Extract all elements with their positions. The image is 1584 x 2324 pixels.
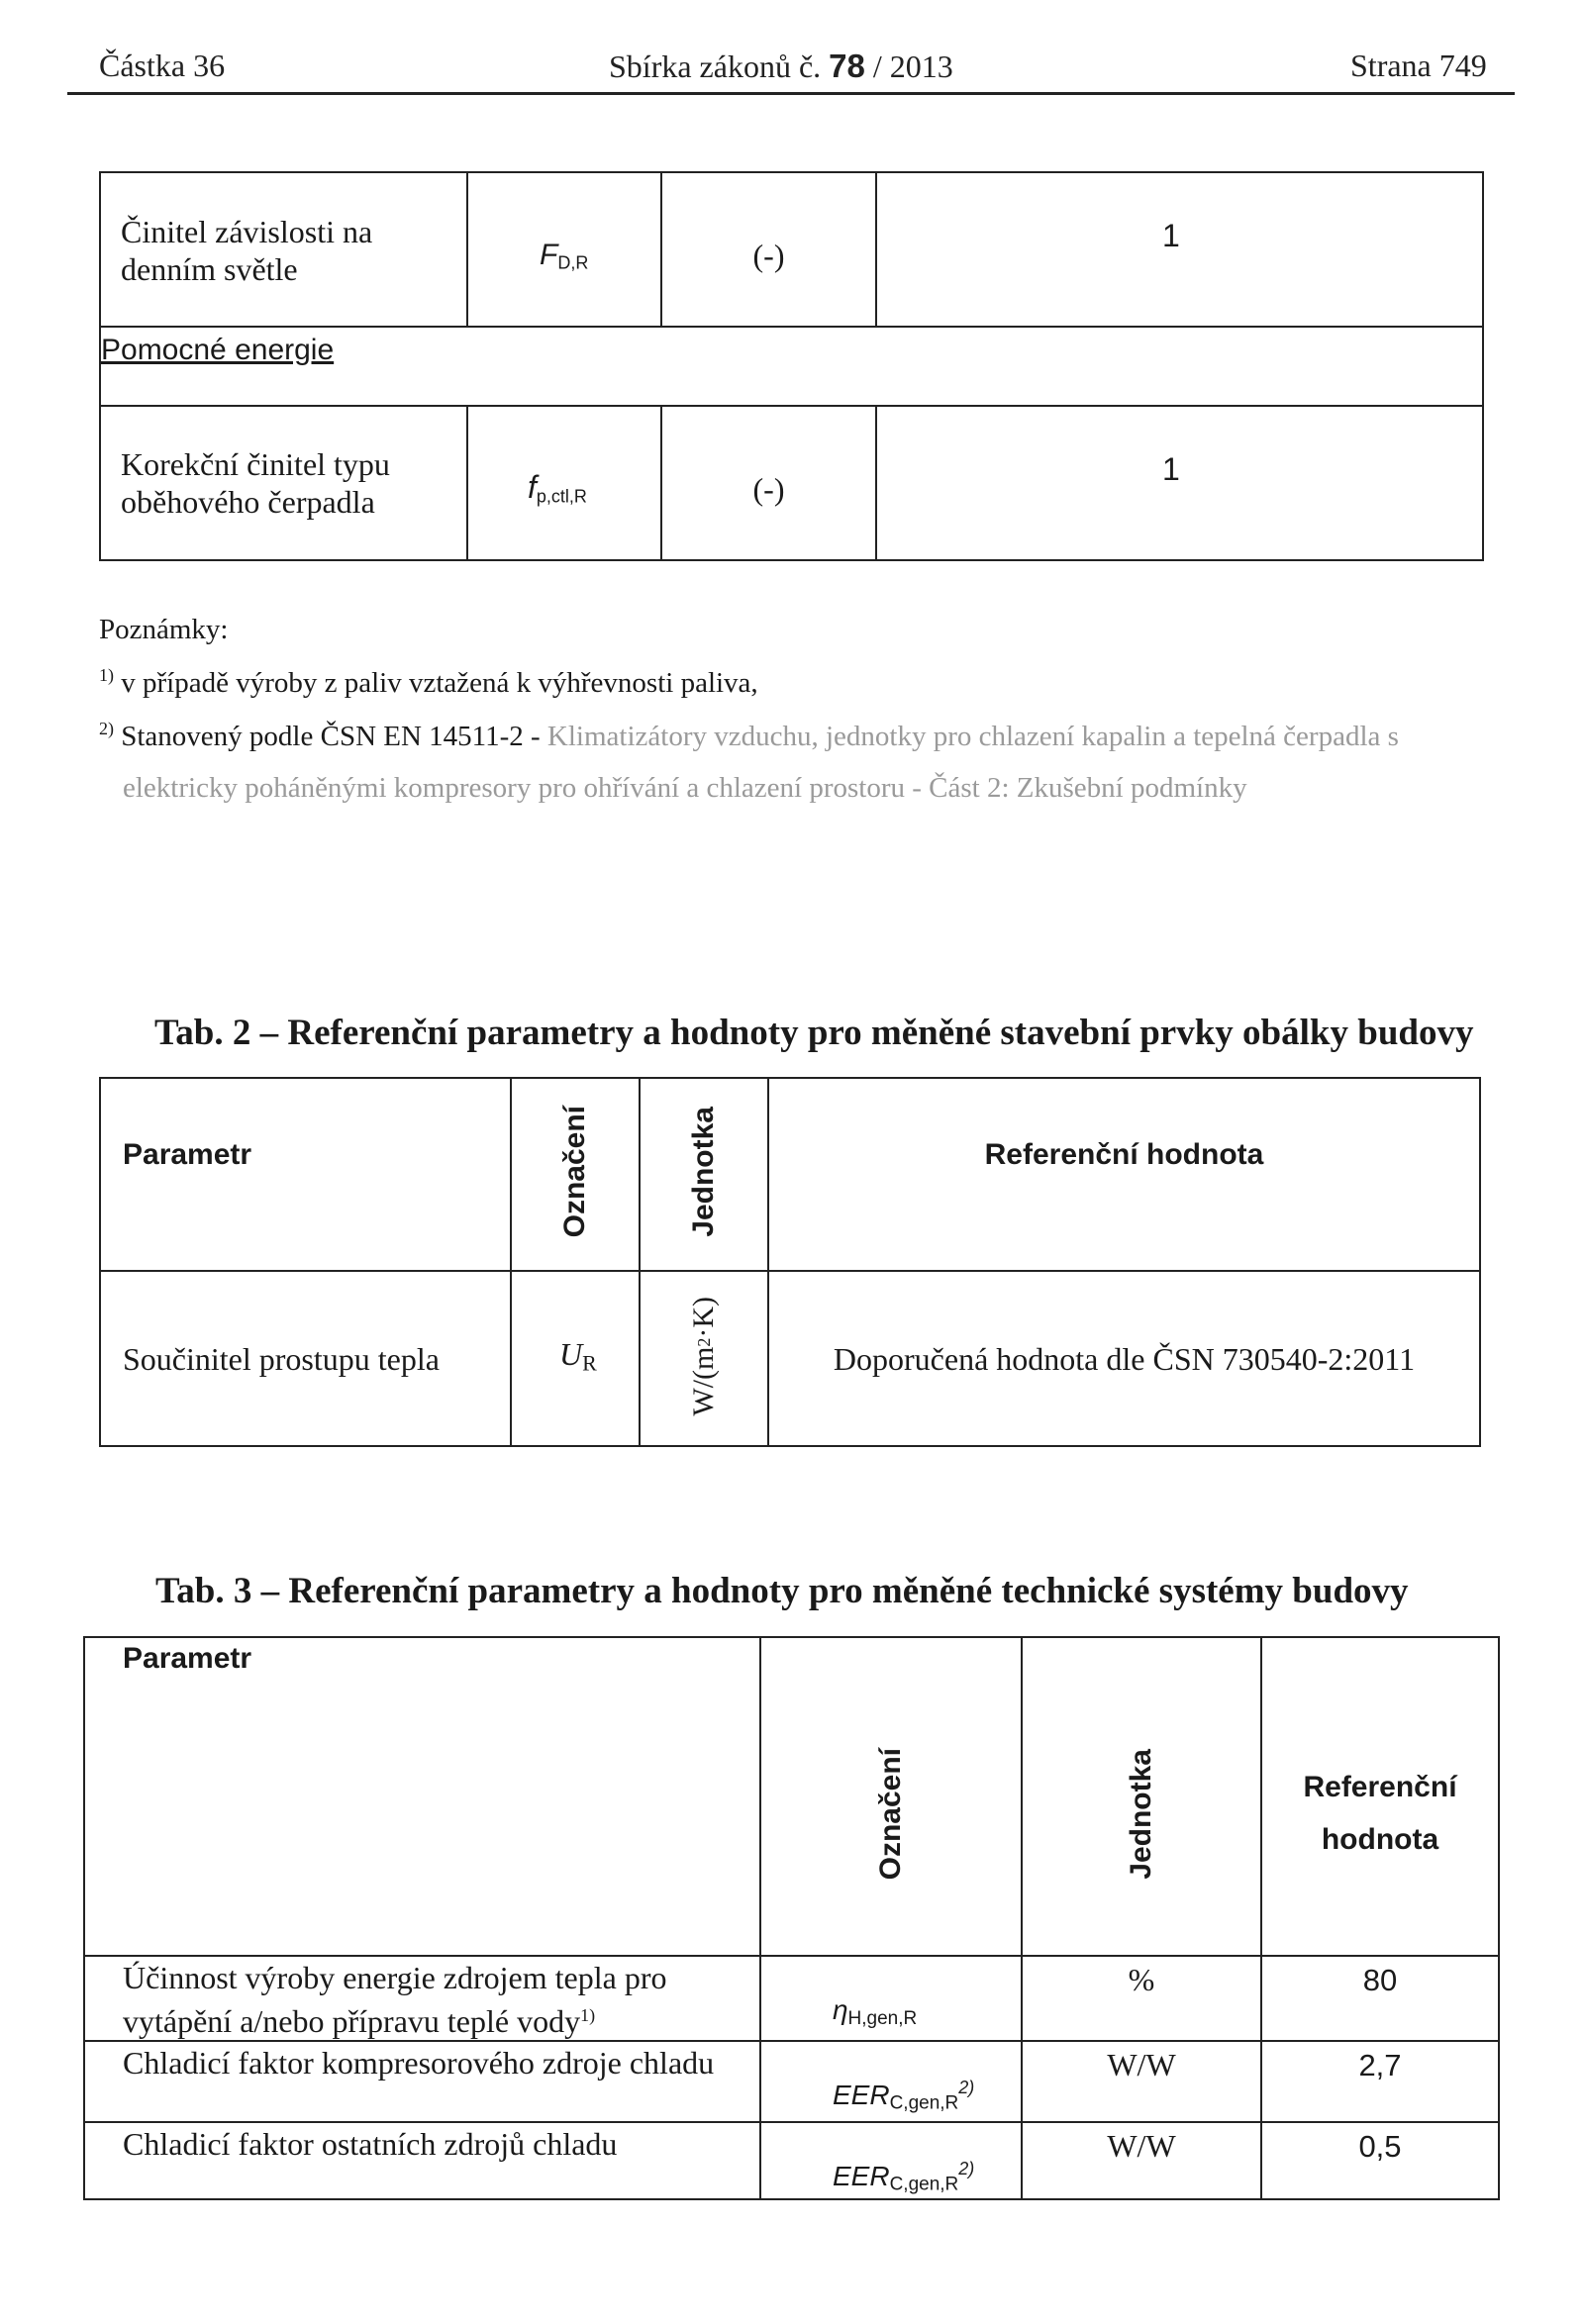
- header-value: [768, 1078, 1480, 1271]
- symbol-cell: [467, 406, 661, 560]
- symbol-cell: [760, 1956, 1022, 2041]
- unit-cell: [640, 1271, 768, 1446]
- param-cell: Součinitel prostupu tepla: [100, 1271, 511, 1446]
- header-value-line2: hodnota: [1321, 1823, 1439, 1856]
- table-row: [100, 406, 1483, 560]
- note-1-text: v případě výroby z paliv vztažená k výhřevnosti paliva,: [121, 666, 758, 699]
- param-cell: Chladicí faktor ostatních zdrojů chladu: [84, 2122, 760, 2199]
- table-section-row: [100, 327, 1483, 406]
- param-cell: Činitel závislosti na denním světle: [100, 172, 467, 327]
- value-cell: 0,5: [1261, 2122, 1499, 2199]
- header-law-number: 78: [829, 48, 865, 84]
- param-cell: Chladicí faktor kompresorového zdroje chladu: [84, 2041, 760, 2122]
- symbol-subscript: D,R: [557, 252, 589, 273]
- header-unit-label: Jednotka: [687, 1107, 720, 1237]
- symbol: η: [833, 1994, 848, 2025]
- table-3: [83, 1636, 1500, 2200]
- symbol-superscript: 2): [958, 2158, 975, 2179]
- unit-cell: W/W: [1022, 2041, 1261, 2122]
- table-3-caption: Tab. 3 – Referenční parametry a hodnoty pro měněné technické systémy budovy: [155, 1571, 1409, 1611]
- header-unit-label: Jednotka: [1125, 1748, 1157, 1880]
- symbol-subscript: R: [582, 1350, 597, 1376]
- note-1-mark: 1): [99, 665, 114, 685]
- header-unit: [1022, 1637, 1261, 1956]
- value-cell: 1: [876, 172, 1483, 327]
- symbol-subscript: H,gen,R: [847, 2007, 918, 2029]
- header-rule: [67, 92, 1515, 95]
- symbol-cell: [467, 172, 661, 327]
- value-cell: 80: [1261, 1956, 1499, 2041]
- notes-title: Poznámky:: [99, 614, 229, 645]
- header-param: [84, 1637, 760, 1956]
- symbol-subscript: p,ctl,R: [536, 486, 587, 507]
- note-2-mark: 2): [99, 719, 114, 738]
- symbol-subscript: C,gen,R: [889, 2174, 959, 2195]
- table-header-row: [84, 1637, 1499, 1956]
- symbol: EER: [833, 2160, 890, 2191]
- symbol-cell: [760, 2041, 1022, 2122]
- header-year: / 2013: [872, 48, 953, 84]
- symbol: f: [528, 469, 537, 505]
- unit-cell: W/W: [1022, 2122, 1261, 2199]
- value-cell: 1: [876, 406, 1483, 560]
- table-header-row: [100, 1078, 1480, 1271]
- header-collection: [609, 48, 953, 85]
- header-symbol-label: Označení: [558, 1106, 591, 1238]
- symbol: U: [559, 1335, 583, 1372]
- note-2-text-a: Stanovený podle ČSN EN 14511-2 -: [121, 720, 541, 752]
- header-symbol-label: Označení: [874, 1747, 907, 1881]
- table-row: [100, 172, 1483, 327]
- table-2-caption: Tab. 2 – Referenční parametry a hodnoty pro měněné stavební prvky obálky budovy: [154, 1013, 1474, 1053]
- header-value-label: Referenční hodnota: [984, 1138, 1264, 1171]
- header-unit: [640, 1078, 768, 1271]
- param-cell: [84, 1956, 760, 2041]
- note-2: [99, 719, 1399, 753]
- param-text: Účinnost výroby energie zdrojem tepla pro vytápění a/nebo přípravu teplé vody: [123, 1960, 667, 2039]
- value-cell: 2,7: [1261, 2041, 1499, 2122]
- header-symbol: [760, 1637, 1022, 1956]
- header-param-label: Parametr: [123, 1642, 252, 1675]
- symbol-cell: [511, 1271, 640, 1446]
- header-value: [1261, 1637, 1499, 1956]
- note-1: [99, 665, 758, 700]
- note-2-continuation: elektricky poháněnými kompresory pro ohřívání a chlazení prostoru - Část 2: Zkušební podmínky: [123, 772, 1247, 804]
- symbol-cell: [760, 2122, 1022, 2199]
- header-value-line1: Referenční: [1303, 1771, 1457, 1803]
- value-cell: Doporučená hodnota dle ČSN 730540-2:2011: [768, 1271, 1480, 1446]
- symbol: F: [540, 239, 558, 271]
- unit-cell: (-): [661, 406, 876, 560]
- header-collection-prefix: Sbírka zákonů č.: [609, 48, 822, 84]
- header-param: [100, 1078, 511, 1271]
- header-param-label: Parametr: [123, 1138, 252, 1171]
- table-2: [99, 1077, 1481, 1447]
- symbol-subscript: C,gen,R: [889, 2092, 959, 2114]
- table-row: [84, 2041, 1499, 2122]
- symbol: EER: [833, 2079, 890, 2110]
- table-row: [84, 2122, 1499, 2199]
- unit-text: [687, 1297, 721, 1416]
- header-symbol: [511, 1078, 640, 1271]
- unit-cell: (-): [661, 172, 876, 327]
- unit-part-b: ·K): [687, 1296, 720, 1338]
- unit-superscript: 2: [694, 1337, 714, 1347]
- header-section: Částka 36: [99, 48, 226, 83]
- symbol-superscript: 2): [958, 2077, 975, 2097]
- unit-cell: %: [1022, 1956, 1261, 2041]
- section-title: Pomocné energie: [101, 334, 335, 366]
- unit-part-a: W/(m: [687, 1346, 720, 1416]
- section-cell: [100, 327, 1483, 406]
- param-cell: Korekční činitel typu oběhového čerpadla: [100, 406, 467, 560]
- param-superscript: 1): [580, 2005, 596, 2025]
- table-row: [84, 1956, 1499, 2041]
- header-page: Strana 749: [1350, 48, 1487, 83]
- note-2-text-b: Klimatizátory vzduchu, jednotky pro chlazení kapalin a tepelná čerpadla s: [546, 720, 1399, 752]
- table-row: [100, 1271, 1480, 1446]
- table-1-continuation: [99, 171, 1484, 561]
